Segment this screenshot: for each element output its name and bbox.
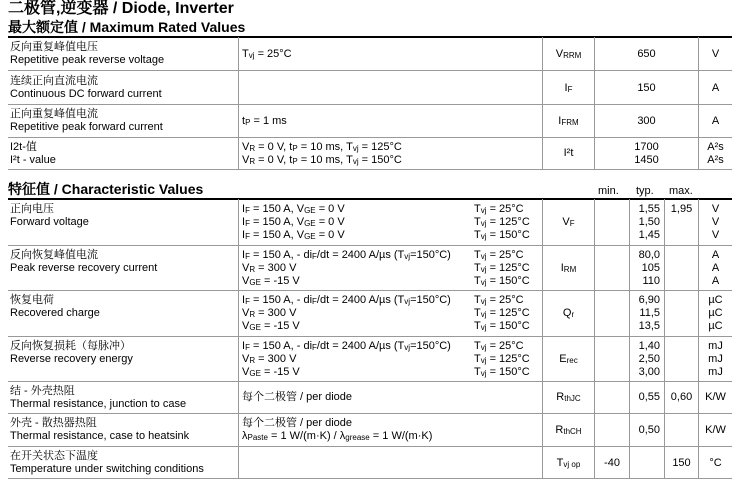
divider	[594, 199, 595, 479]
tvj-condition: Tvj = 150°C	[474, 320, 530, 332]
typ-value: 105	[641, 262, 660, 274]
symbol: RthJC	[556, 391, 581, 403]
divider	[8, 336, 732, 337]
symbol: VF	[562, 216, 575, 228]
unit: A²s	[707, 141, 724, 153]
page-title: 二极管,逆变器 / Diode, Inverter	[8, 0, 234, 17]
typ-value: 3,00	[638, 366, 660, 378]
param-en: Thermal resistance, case to heatsink	[10, 430, 190, 442]
condition: VGE = -15 V	[242, 275, 300, 287]
symbol: VRRM	[555, 48, 582, 60]
divider	[8, 70, 732, 71]
typ-value: 1,55	[638, 203, 660, 215]
param-cn: 反向恢复峰值电流	[10, 249, 98, 261]
divider	[8, 381, 732, 382]
param-en: Thermal resistance, junction to case	[10, 398, 187, 410]
param-en: Repetitive peak reverse voltage	[10, 54, 165, 66]
param-cn: 在开关状态下温度	[10, 450, 98, 462]
divider	[8, 413, 732, 414]
divider	[238, 37, 239, 170]
tvj-condition: Tvj = 125°C	[474, 307, 530, 319]
divider	[8, 446, 732, 447]
unit: A	[711, 115, 720, 127]
unit: mJ	[708, 366, 723, 378]
typ-value: 2,50	[638, 353, 660, 365]
max-value: 0,60	[670, 391, 693, 403]
tvj-condition: Tvj = 150°C	[474, 229, 530, 241]
condition: IF = 150 A, VGE = 0 V	[242, 203, 345, 215]
condition: 每个二极管 / per diode	[242, 417, 353, 429]
typ-value: 1,40	[638, 340, 660, 352]
symbol: IF	[564, 82, 573, 94]
divider	[8, 104, 732, 105]
typ-value: 13,5	[638, 320, 660, 332]
param-en: Reverse recovery energy	[10, 353, 133, 365]
divider	[8, 245, 732, 246]
condition: λPaste = 1 W/(m·K) / λgrease = 1 W/(m·K)	[242, 430, 433, 442]
param-en: Forward voltage	[10, 216, 89, 228]
unit: A	[711, 262, 720, 274]
value: 300	[637, 115, 656, 127]
param-en: Continuous DC forward current	[10, 88, 162, 100]
symbol: RthCH	[555, 424, 582, 436]
unit: A	[711, 275, 720, 287]
divider	[8, 290, 732, 291]
tvj-condition: Tvj = 150°C	[474, 275, 530, 287]
symbol: IFRM	[558, 115, 579, 127]
divider	[8, 36, 732, 38]
param-en: Peak reverse recovery current	[10, 262, 158, 274]
col-max: max.	[669, 185, 693, 197]
col-typ: typ.	[636, 185, 654, 197]
symbol: I²t	[563, 147, 574, 159]
col-min: min.	[598, 185, 619, 197]
param-cn: 反向恢复损耗（每脉冲）	[10, 340, 131, 352]
param-en: Recovered charge	[10, 307, 100, 319]
unit: V	[711, 203, 720, 215]
value: 1450	[634, 154, 659, 166]
tvj-condition: Tvj = 25°C	[474, 294, 524, 306]
divider	[8, 478, 732, 479]
divider	[238, 199, 239, 479]
unit: mJ	[708, 340, 723, 352]
condition: IF = 150 A, - diF/dt = 2400 A/µs (Tvj=150°C)	[242, 294, 451, 306]
condition: VR = 300 V	[242, 353, 297, 365]
typ-value: 1,45	[638, 229, 660, 241]
divider	[8, 198, 732, 200]
unit: µC	[708, 320, 723, 332]
condition: tP = 1 ms	[242, 115, 287, 127]
max-value: 1,95	[670, 203, 693, 215]
condition: IF = 150 A, - diF/dt = 2400 A/µs (Tvj=150°C)	[242, 340, 451, 352]
unit: mJ	[708, 353, 723, 365]
section-heading-max-rated: 最大额定值 / Maximum Rated Values	[8, 19, 246, 35]
condition: Tvj = 25°C	[242, 48, 292, 60]
typ-value: 1,50	[638, 216, 660, 228]
unit: A²s	[707, 154, 724, 166]
condition: IF = 150 A, VGE = 0 V	[242, 216, 345, 228]
condition: VR = 0 V, tP = 10 ms, Tvj = 125°C	[242, 141, 402, 153]
param-en: I²t - value	[10, 154, 56, 166]
tvj-condition: Tvj = 25°C	[474, 249, 524, 261]
symbol: Qr	[562, 307, 575, 319]
typ-value: 6,90	[638, 294, 660, 306]
param-cn: 外壳 - 散热器热阻	[10, 417, 97, 429]
typ-value: 11,5	[639, 307, 660, 319]
unit: µC	[708, 294, 723, 306]
param-en: Repetitive peak forward current	[10, 121, 163, 133]
section-heading-characteristic: 特征值 / Characteristic Values	[8, 181, 204, 197]
param-en: Temperature under switching conditions	[10, 463, 204, 475]
param-cn: I2t-值	[10, 141, 37, 153]
condition: VR = 300 V	[242, 262, 297, 274]
condition: VR = 300 V	[242, 307, 297, 319]
divider	[8, 137, 732, 138]
value: 150	[637, 82, 656, 94]
divider	[664, 199, 665, 479]
param-cn: 正向电压	[10, 203, 54, 215]
condition: VGE = -15 V	[242, 320, 300, 332]
param-cn: 结 - 外壳热阻	[10, 385, 75, 397]
unit: V	[711, 48, 720, 60]
tvj-condition: Tvj = 150°C	[474, 366, 530, 378]
param-cn: 恢复电荷	[10, 294, 54, 306]
typ-value: 0,55	[638, 391, 660, 403]
tvj-condition: Tvj = 25°C	[474, 340, 524, 352]
typ-value: 80,0	[638, 249, 660, 261]
unit: V	[711, 229, 720, 241]
param-cn: 连续正向直流电流	[10, 75, 98, 87]
condition: 每个二极管 / per diode	[242, 391, 353, 403]
unit: A	[711, 82, 720, 94]
symbol: IRM	[560, 262, 577, 274]
unit: V	[711, 216, 720, 228]
divider	[8, 169, 732, 170]
unit: K/W	[705, 391, 726, 403]
condition: VR = 0 V, tP = 10 ms, Tvj = 150°C	[242, 154, 402, 166]
unit: A	[711, 249, 720, 261]
unit: °C	[709, 457, 722, 469]
tvj-condition: Tvj = 25°C	[474, 203, 524, 215]
param-cn: 反向重复峰值电压	[10, 41, 98, 53]
value: 650	[637, 48, 656, 60]
unit: µC	[708, 307, 723, 319]
divider	[629, 199, 630, 479]
typ-value: 0,50	[638, 424, 660, 436]
divider	[698, 199, 699, 479]
unit: K/W	[705, 424, 726, 436]
tvj-condition: Tvj = 125°C	[474, 353, 530, 365]
typ-value: 110	[642, 275, 660, 287]
condition: IF = 150 A, - diF/dt = 2400 A/µs (Tvj=150°C)	[242, 249, 451, 261]
symbol: Erec	[559, 353, 578, 365]
param-cn: 正向重复峰值电流	[10, 108, 98, 120]
condition: IF = 150 A, VGE = 0 V	[242, 229, 345, 241]
min-value: -40	[604, 457, 620, 469]
max-value: 150	[672, 457, 691, 469]
symbol: Tvj op	[556, 457, 581, 469]
value: 1700	[634, 141, 659, 153]
condition: VGE = -15 V	[242, 366, 300, 378]
tvj-condition: Tvj = 125°C	[474, 216, 530, 228]
tvj-condition: Tvj = 125°C	[474, 262, 530, 274]
